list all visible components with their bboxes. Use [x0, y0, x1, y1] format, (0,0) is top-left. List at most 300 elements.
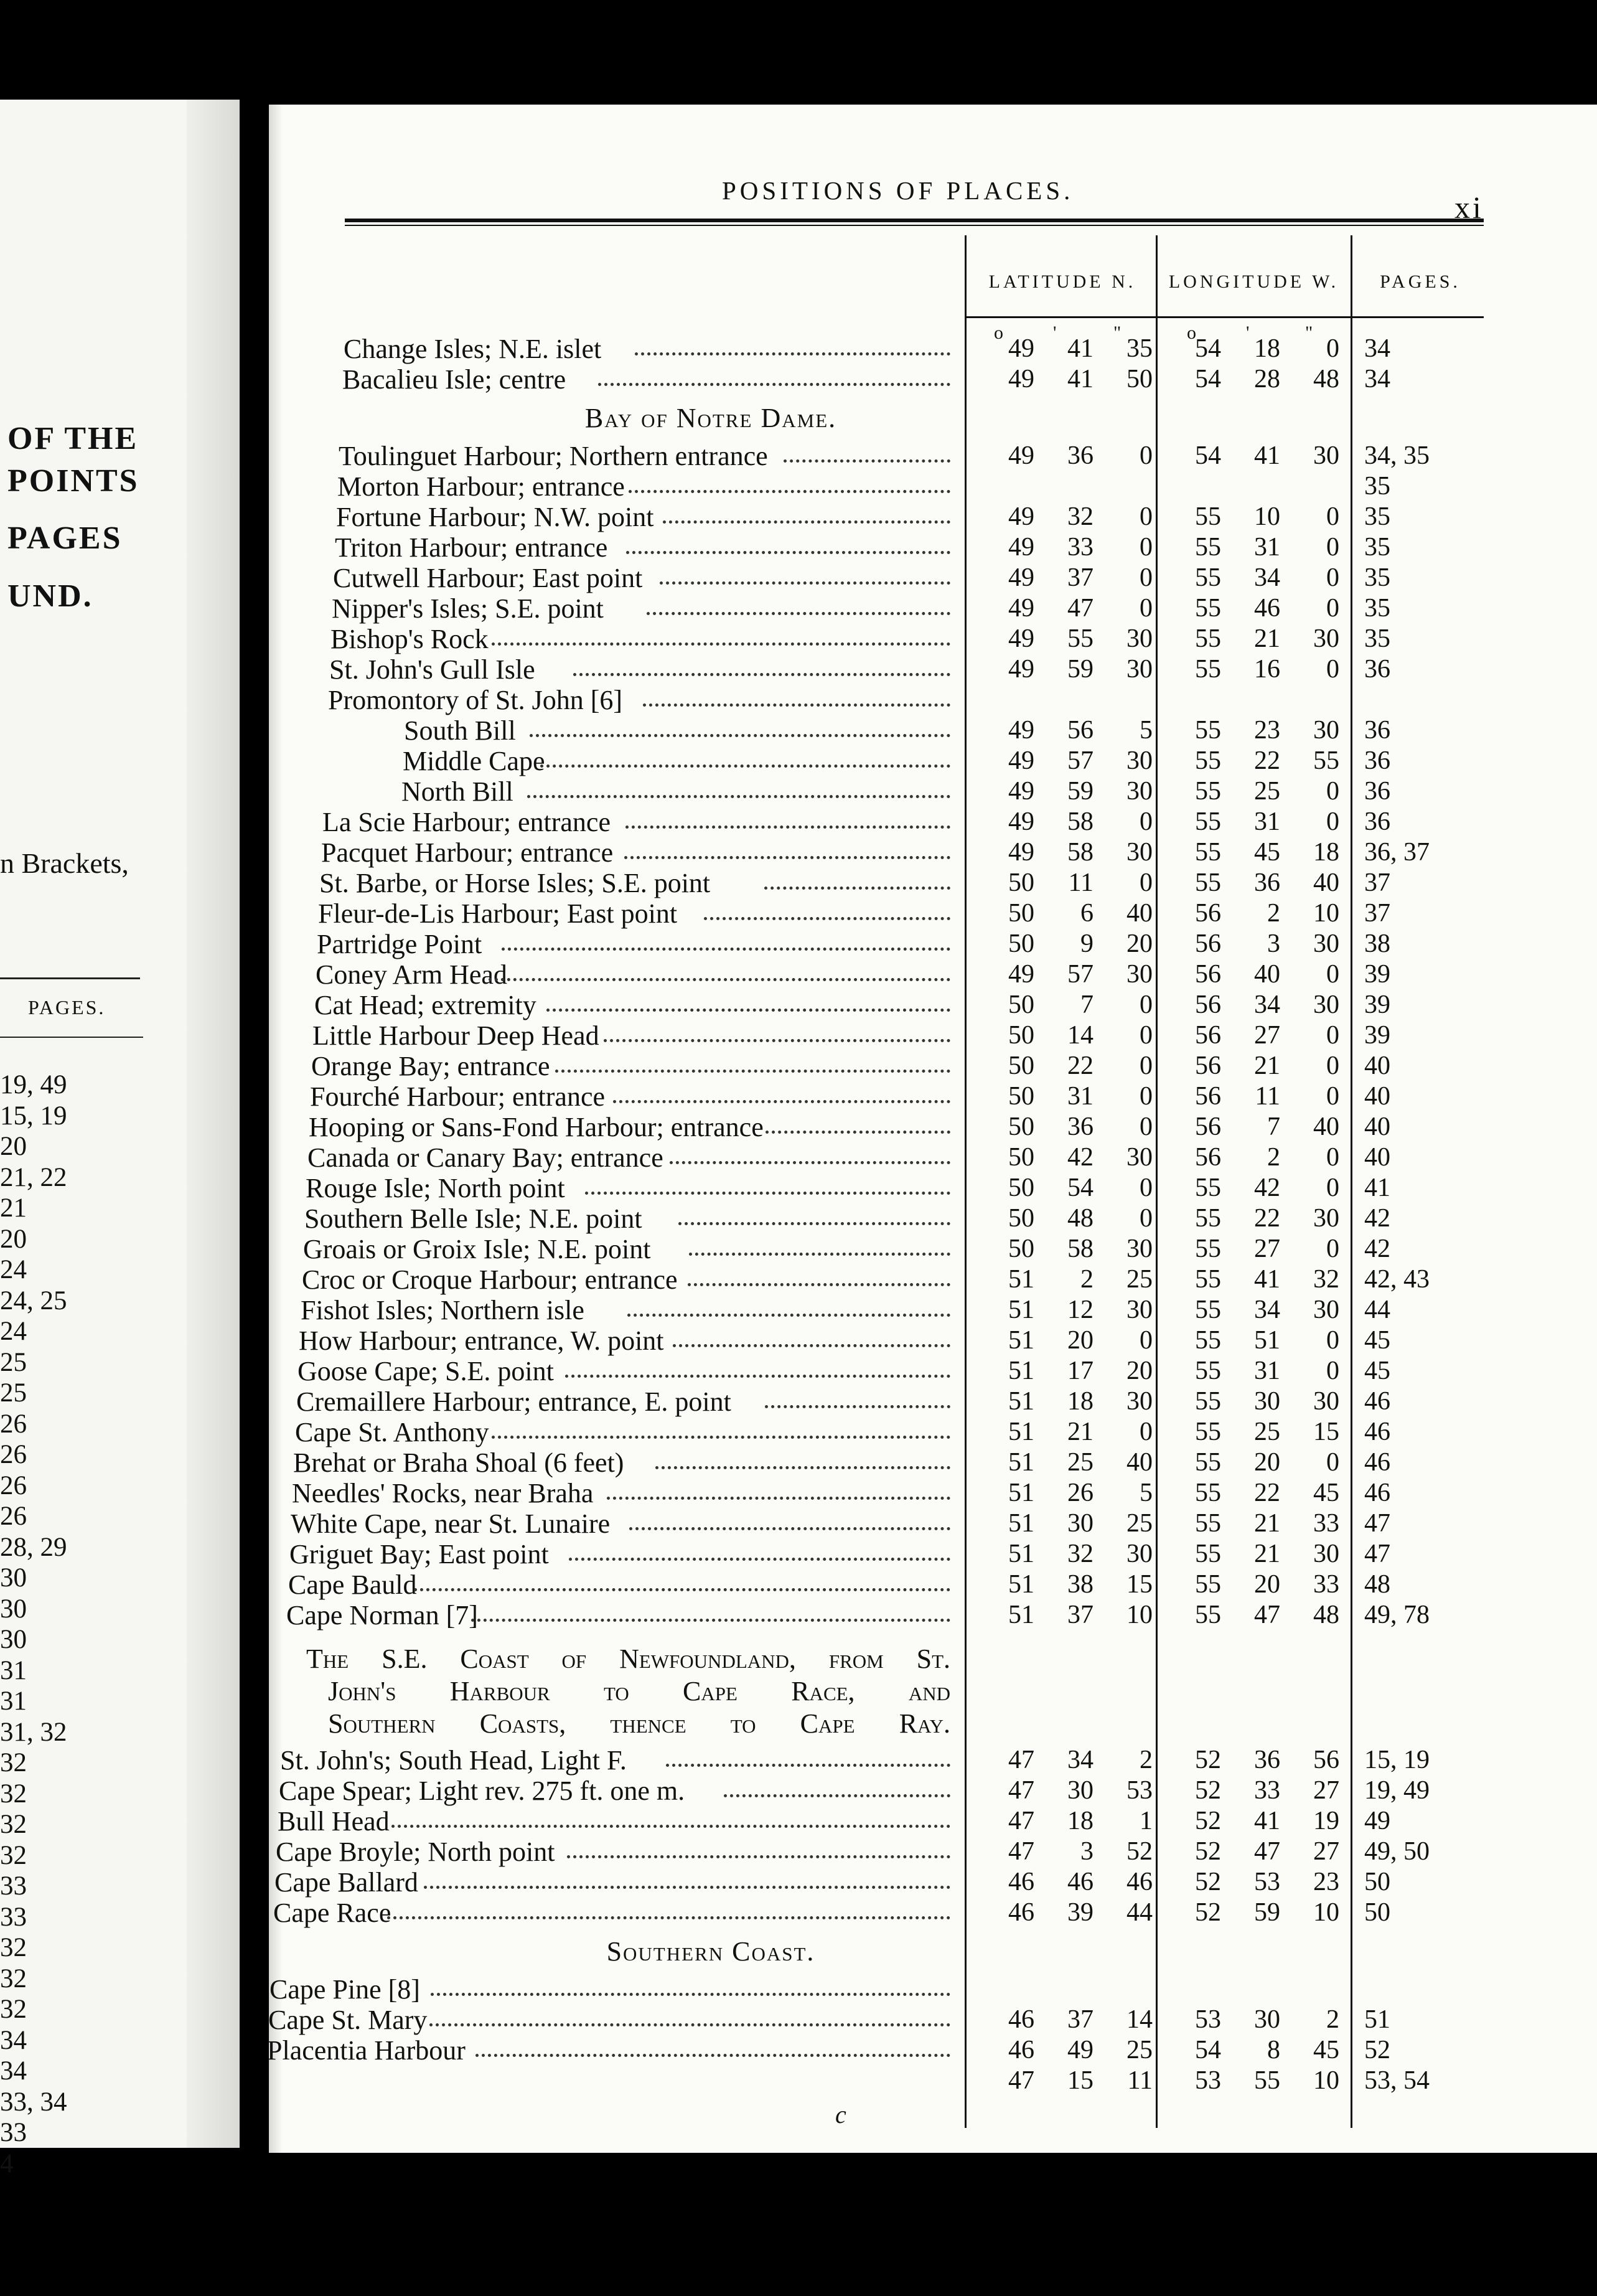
- longitude-value: 51: [1254, 1326, 1280, 1355]
- table-row: [269, 807, 1576, 837]
- latitude-value: 51: [1008, 1418, 1034, 1446]
- place-name: Orange Bay; entrance: [311, 1051, 550, 1081]
- latitude-value: 46: [1008, 1898, 1034, 1927]
- latitude-value: 59: [1067, 655, 1094, 684]
- leader-dots: [569, 1558, 950, 1561]
- latitude-value: 50: [1008, 1204, 1034, 1233]
- left-rule: [0, 977, 140, 979]
- longitude-value: 55: [1195, 1448, 1221, 1477]
- latitude-value: 30: [1126, 838, 1153, 867]
- longitude-value: 0: [1326, 807, 1339, 836]
- latitude-value: 46: [1067, 1868, 1094, 1896]
- page-reference: 34, 35: [1364, 441, 1430, 470]
- latitude-value: 30: [1067, 1776, 1094, 1805]
- left-page-number: 30: [0, 1563, 27, 1593]
- longitude-value: 55: [1195, 1235, 1221, 1263]
- longitude-value: 0: [1326, 594, 1339, 623]
- leader-dots: [527, 795, 950, 798]
- page-reference: 36, 37: [1364, 838, 1430, 867]
- latitude-value: 15: [1126, 1570, 1153, 1599]
- left-page-number: 32: [0, 1933, 27, 1962]
- longitude-value: 0: [1326, 1143, 1339, 1172]
- latitude-value: 40: [1126, 899, 1153, 928]
- latitude-value: 57: [1067, 960, 1094, 989]
- page-reference: 46: [1364, 1418, 1390, 1446]
- left-pages-header: PAGES.: [28, 996, 106, 1019]
- longitude-value: 40: [1254, 960, 1280, 989]
- left-page-number: 34: [0, 2056, 27, 2086]
- latitude-value: 51: [1008, 1509, 1034, 1538]
- longitude-value: 30: [1313, 716, 1339, 745]
- longitude-value: 52: [1195, 1868, 1221, 1896]
- place-name: Cape Race: [273, 1898, 391, 1928]
- latitude-value: 11: [1127, 2066, 1153, 2095]
- place-name: La Scie Harbour; entrance: [322, 807, 611, 837]
- longitude-value: 0: [1326, 1448, 1339, 1477]
- longitude-value: 27: [1254, 1235, 1280, 1263]
- place-name: St. John's; South Head, Light F.: [280, 1745, 627, 1776]
- table-row: [269, 364, 1576, 395]
- page-reference: 37: [1364, 868, 1390, 897]
- page-reference: 49, 50: [1364, 1837, 1430, 1866]
- longitude-value: 33: [1313, 1570, 1339, 1599]
- leader-dots: [546, 1009, 950, 1012]
- latitude-value: 49: [1008, 594, 1034, 623]
- latitude-value: 2: [1080, 1265, 1094, 1294]
- table-row: [269, 1325, 1576, 1356]
- page-reference: 35: [1364, 533, 1390, 562]
- longitude-value: 59: [1254, 1898, 1280, 1927]
- longitude-value: 55: [1254, 2066, 1280, 2095]
- place-name: Groais or Groix Isle; N.E. point: [303, 1234, 651, 1264]
- latitude-value: 9: [1080, 929, 1094, 958]
- longitude-value: 33: [1313, 1509, 1339, 1538]
- latitude-value: 48: [1067, 1204, 1094, 1233]
- latitude-value: 18: [1067, 1387, 1094, 1416]
- minute-mark-lon: ': [1246, 322, 1250, 343]
- left-page-number: 26: [0, 1409, 27, 1439]
- leader-dots: [431, 1993, 950, 1996]
- longitude-value: 56: [1195, 960, 1221, 989]
- left-rule-2: [0, 1037, 143, 1038]
- longitude-value: 16: [1254, 655, 1280, 684]
- leader-dots: [655, 1466, 950, 1469]
- longitude-value: 19: [1313, 1807, 1339, 1835]
- latitude-value: 49: [1008, 960, 1034, 989]
- table-row: [269, 1386, 1576, 1417]
- latitude-value: 5: [1140, 1479, 1153, 1507]
- latitude-value: 47: [1008, 1776, 1034, 1805]
- latitude-value: 30: [1126, 777, 1153, 806]
- latitude-value: 49: [1008, 716, 1034, 745]
- place-name: Cape Ballard: [274, 1867, 418, 1898]
- left-page-number: 15, 19: [0, 1101, 67, 1131]
- latitude-value: 49: [1008, 838, 1034, 867]
- leader-dots: [573, 673, 950, 676]
- table-row: [269, 1020, 1576, 1051]
- leader-dots: [391, 1825, 950, 1828]
- degree-mark-lon: o: [1187, 322, 1196, 343]
- left-page-number: 28, 29: [0, 1532, 67, 1562]
- latitude-value: 0: [1140, 502, 1153, 531]
- latitude-value: 30: [1126, 1540, 1153, 1568]
- longitude-value: 42: [1254, 1174, 1280, 1202]
- page-reference: 40: [1364, 1052, 1390, 1080]
- latitude-value: 30: [1126, 1235, 1153, 1263]
- place-name: Middle Cape: [403, 746, 545, 776]
- latitude-value: 37: [1067, 2005, 1094, 2034]
- leader-dots: [387, 1916, 950, 1919]
- longitude-value: 55: [1195, 655, 1221, 684]
- longitude-value: 56: [1195, 929, 1221, 958]
- page-reference: 48: [1364, 1570, 1390, 1599]
- page-reference: 37: [1364, 899, 1390, 928]
- latitude-value: 51: [1008, 1326, 1034, 1355]
- longitude-value: 22: [1254, 1204, 1280, 1233]
- section-title: Southern Coast.: [606, 1936, 815, 1967]
- place-name: Southern Belle Isle; N.E. point: [304, 1203, 642, 1234]
- latitude-value: 30: [1126, 1296, 1153, 1324]
- table-row: [269, 1806, 1576, 1837]
- place-name: Fourché Harbour; entrance: [310, 1081, 606, 1112]
- longitude-value: 0: [1326, 1082, 1339, 1111]
- left-title-line-3: PAGES: [7, 520, 123, 556]
- leader-dots: [567, 1855, 950, 1858]
- longitude-value: 32: [1313, 1265, 1339, 1294]
- place-name: How Harbour; entrance, W. point: [299, 1325, 664, 1356]
- longitude-value: 52: [1195, 1807, 1221, 1835]
- latitude-value: 35: [1126, 334, 1153, 363]
- latitude-value: 21: [1067, 1418, 1094, 1446]
- place-name: Cremaillere Harbour; entrance, E. point: [296, 1386, 731, 1417]
- latitude-value: 50: [1008, 1174, 1034, 1202]
- latitude-value: 30: [1126, 746, 1153, 775]
- leader-dots: [764, 887, 950, 890]
- longitude-value: 55: [1195, 1479, 1221, 1507]
- longitude-value: 55: [1195, 807, 1221, 836]
- place-name: Bull Head: [278, 1806, 390, 1837]
- longitude-value: 30: [1254, 2005, 1280, 2034]
- longitude-value: 30: [1313, 1540, 1339, 1568]
- page-reference: 49: [1364, 1807, 1390, 1835]
- left-page-number: 31, 32: [0, 1717, 67, 1747]
- longitude-value: 55: [1195, 1357, 1221, 1385]
- page-reference: 35: [1364, 594, 1390, 623]
- latitude-value: 33: [1067, 533, 1094, 562]
- page-reference: 36: [1364, 807, 1390, 836]
- place-name: Bacalieu Isle; centre: [342, 364, 566, 395]
- leader-dots: [666, 1764, 950, 1767]
- left-page-number: 32: [0, 1810, 27, 1839]
- longitude-value: 56: [1195, 1052, 1221, 1080]
- place-name: Fortune Harbour; N.W. point: [336, 502, 654, 532]
- longitude-value: 56: [1195, 1143, 1221, 1172]
- longitude-value: 55: [1195, 1265, 1221, 1294]
- longitude-value: 15: [1313, 1418, 1339, 1446]
- latitude-value: 0: [1140, 1326, 1153, 1355]
- longitude-value: 27: [1254, 1021, 1280, 1050]
- latitude-value: 0: [1140, 1174, 1153, 1202]
- leader-dots: [604, 1039, 950, 1042]
- longitude-value: 0: [1326, 655, 1339, 684]
- place-name: Goose Cape; S.E. point: [297, 1356, 554, 1386]
- longitude-value: 30: [1313, 441, 1339, 470]
- longitude-value: 46: [1254, 594, 1280, 623]
- longitude-value: 55: [1195, 1601, 1221, 1629]
- longitude-value: 55: [1195, 1509, 1221, 1538]
- place-name: North Bill: [401, 776, 513, 807]
- left-page-number: 25: [0, 1347, 27, 1377]
- place-name: Bishop's Rock: [330, 624, 489, 654]
- latitude-value: 0: [1140, 990, 1153, 1019]
- left-pages-column: [0, 1070, 187, 2179]
- page-reference: 49, 78: [1364, 1601, 1430, 1629]
- place-name: Pacquet Harbour; entrance: [321, 837, 614, 868]
- longitude-value: 36: [1254, 1746, 1280, 1774]
- leader-dots: [766, 1131, 950, 1134]
- table-row: [269, 959, 1576, 990]
- latitude-value: 50: [1008, 990, 1034, 1019]
- page-reference: 42: [1364, 1235, 1390, 1263]
- longitude-value: 30: [1254, 1387, 1280, 1416]
- longitude-value: 56: [1195, 899, 1221, 928]
- page-reference: 51: [1364, 2005, 1390, 2034]
- latitude-value: 37: [1067, 1601, 1094, 1629]
- left-page-number: 21, 22: [0, 1162, 67, 1192]
- page-reference: 40: [1364, 1113, 1390, 1141]
- page-reference: 36: [1364, 746, 1390, 775]
- page-reference: 46: [1364, 1387, 1390, 1416]
- longitude-value: 30: [1313, 624, 1339, 653]
- place-name: Placentia Harbour: [267, 2035, 466, 2066]
- longitude-value: 55: [1195, 1540, 1221, 1568]
- longitude-value: 55: [1195, 1570, 1221, 1599]
- folio-number: xi: [1454, 190, 1484, 225]
- longitude-value: 0: [1326, 502, 1339, 531]
- left-title-line-2: POINTS: [7, 463, 139, 499]
- table-row: [269, 654, 1576, 685]
- longitude-value: 55: [1195, 502, 1221, 531]
- latitude-value: 0: [1140, 1418, 1153, 1446]
- latitude-value: 49: [1008, 502, 1034, 531]
- page-reference: 35: [1364, 563, 1390, 592]
- latitude-value: 54: [1067, 1174, 1094, 1202]
- page-reference: 53, 54: [1364, 2066, 1430, 2095]
- page-reference: 39: [1364, 1021, 1390, 1050]
- leader-dots: [471, 1619, 950, 1622]
- table-row: [269, 746, 1576, 776]
- column-header-rule: [965, 316, 1484, 318]
- latitude-value: 50: [1008, 1052, 1034, 1080]
- latitude-value: 50: [1008, 1235, 1034, 1263]
- left-page-number: 26: [0, 1502, 27, 1531]
- latitude-value: 0: [1140, 1082, 1153, 1111]
- latitude-value: 47: [1008, 1807, 1034, 1835]
- leader-dots: [678, 1222, 950, 1225]
- longitude-value: 55: [1195, 563, 1221, 592]
- right-page: [269, 105, 1597, 2153]
- longitude-value: 41: [1254, 1265, 1280, 1294]
- leader-dots: [585, 1192, 950, 1195]
- leader-dots: [704, 917, 950, 920]
- latitude-value: 53: [1126, 1776, 1153, 1805]
- latitude-value: 34: [1067, 1746, 1094, 1774]
- leader-dots: [492, 1436, 950, 1439]
- latitude-value: 55: [1067, 624, 1094, 653]
- latitude-header: LATITUDE N.: [988, 271, 1136, 292]
- latitude-value: 50: [1008, 929, 1034, 958]
- longitude-value: 41: [1254, 1807, 1280, 1835]
- table-row: [269, 898, 1576, 929]
- page-reference: 34: [1364, 334, 1390, 363]
- latitude-value: 50: [1126, 365, 1153, 393]
- longitude-value: 0: [1326, 1357, 1339, 1385]
- leader-dots: [502, 948, 950, 951]
- page-reference: 47: [1364, 1509, 1390, 1538]
- latitude-value: 10: [1126, 1601, 1153, 1629]
- latitude-value: 50: [1008, 1113, 1034, 1141]
- longitude-value: 20: [1254, 1448, 1280, 1477]
- left-page-number: 24, 25: [0, 1286, 67, 1315]
- longitude-value: 30: [1313, 1387, 1339, 1416]
- table-row: [269, 1264, 1576, 1295]
- longitude-value: 48: [1313, 365, 1339, 393]
- leader-dots: [663, 520, 950, 524]
- latitude-value: 50: [1008, 1082, 1034, 1111]
- left-page-number: 26: [0, 1470, 27, 1500]
- longitude-value: 55: [1195, 838, 1221, 867]
- longitude-value: 56: [1195, 990, 1221, 1019]
- place-name: Nipper's Isles; S.E. point: [332, 593, 604, 624]
- table-row: [269, 593, 1576, 624]
- table-row: [269, 502, 1576, 532]
- place-name: South Bill: [404, 715, 516, 746]
- latitude-value: 40: [1126, 1448, 1153, 1477]
- longitude-value: 8: [1267, 2036, 1280, 2064]
- latitude-value: 31: [1067, 1082, 1094, 1111]
- page-reference: 19, 49: [1364, 1776, 1430, 1805]
- left-page-number: 33: [0, 1902, 27, 1932]
- longitude-value: 0: [1326, 1326, 1339, 1355]
- second-mark-lon: ": [1305, 322, 1313, 343]
- longitude-value: 55: [1195, 868, 1221, 897]
- longitude-value: 23: [1313, 1868, 1339, 1896]
- longitude-value: 10: [1313, 899, 1339, 928]
- table-row: [269, 1600, 1576, 1630]
- table-row: [269, 2066, 1576, 2096]
- latitude-value: 30: [1126, 960, 1153, 989]
- longitude-value: 52: [1195, 1776, 1221, 1805]
- latitude-value: 17: [1067, 1357, 1094, 1385]
- longitude-value: 55: [1195, 594, 1221, 623]
- page-reference: 39: [1364, 960, 1390, 989]
- place-name: Cape Broyle; North point: [276, 1837, 555, 1867]
- place-name: Cape Spear; Light rev. 275 ft. one m.: [279, 1776, 685, 1806]
- longitude-value: 55: [1195, 624, 1221, 653]
- page-reference: 35: [1364, 472, 1390, 501]
- leader-dots: [540, 765, 950, 768]
- table-row: [269, 2005, 1576, 2035]
- table-row: [269, 532, 1576, 563]
- latitude-value: 49: [1008, 777, 1034, 806]
- latitude-value: 20: [1126, 1357, 1153, 1385]
- latitude-value: 59: [1067, 777, 1094, 806]
- latitude-value: 0: [1140, 1204, 1153, 1233]
- left-page-number: 32: [0, 1779, 27, 1809]
- longitude-value: 55: [1195, 1204, 1221, 1233]
- latitude-value: 50: [1008, 868, 1034, 897]
- latitude-value: 49: [1067, 2036, 1094, 2064]
- latitude-value: 30: [1126, 1387, 1153, 1416]
- latitude-value: 41: [1067, 365, 1094, 393]
- leader-dots: [647, 612, 950, 615]
- leader-dots: [414, 1588, 950, 1591]
- section-paragraph-line: Southern Coasts, thence to Cape Ray.: [328, 1708, 950, 1739]
- longitude-value: 45: [1313, 1479, 1339, 1507]
- left-facing-page: [0, 100, 240, 2178]
- longitude-value: 22: [1254, 746, 1280, 775]
- longitude-value: 34: [1254, 1296, 1280, 1324]
- latitude-value: 58: [1067, 838, 1094, 867]
- left-page-number: 24: [0, 1317, 27, 1346]
- leader-dots: [625, 826, 950, 829]
- latitude-value: 51: [1008, 1265, 1034, 1294]
- latitude-value: 14: [1067, 1021, 1094, 1050]
- latitude-value: 30: [1126, 655, 1153, 684]
- longitude-value: 54: [1195, 365, 1221, 393]
- latitude-value: 5: [1140, 716, 1153, 745]
- longitude-value: 53: [1195, 2005, 1221, 2034]
- latitude-value: 47: [1067, 594, 1094, 623]
- table-row: [269, 929, 1576, 959]
- latitude-value: 51: [1008, 1387, 1034, 1416]
- latitude-value: 49: [1008, 441, 1034, 470]
- longitude-value: 55: [1195, 1296, 1221, 1324]
- place-name: Canada or Canary Bay; entrance: [307, 1142, 663, 1173]
- left-page-number: 33: [0, 1871, 27, 1901]
- left-page-number: 31: [0, 1655, 27, 1685]
- place-name: Brehat or Braha Shoal (6 feet): [293, 1447, 624, 1478]
- latitude-value: 26: [1067, 1479, 1094, 1507]
- longitude-value: 30: [1313, 929, 1339, 958]
- page-reference: 45: [1364, 1326, 1390, 1355]
- table-row: [269, 868, 1576, 898]
- table-row: [269, 1837, 1576, 1867]
- table-row: [269, 776, 1576, 807]
- header-rule: [345, 219, 1484, 222]
- longitude-value: 18: [1313, 838, 1339, 867]
- table-row: [269, 837, 1576, 868]
- longitude-value: 0: [1326, 1235, 1339, 1263]
- section-paragraph-line: John's Harbour to Cape Race, and: [328, 1676, 950, 1706]
- leader-dots: [429, 2023, 950, 2026]
- longitude-value: 2: [1267, 899, 1280, 928]
- latitude-value: 30: [1126, 1143, 1153, 1172]
- page-reference: 41: [1364, 1174, 1390, 1202]
- table-row: [269, 1478, 1576, 1508]
- longitude-value: 21: [1254, 1509, 1280, 1538]
- left-page-number: 32: [0, 1995, 27, 2024]
- table-row: [269, 1417, 1576, 1447]
- latitude-value: 25: [1126, 1265, 1153, 1294]
- leader-dots: [424, 1886, 950, 1889]
- page-reference: 35: [1364, 624, 1390, 653]
- longitude-value: 25: [1254, 1418, 1280, 1446]
- longitude-value: 54: [1195, 334, 1221, 363]
- leader-dots: [565, 1375, 950, 1378]
- longitude-value: 25: [1254, 777, 1280, 806]
- left-page-number: 21: [0, 1193, 27, 1223]
